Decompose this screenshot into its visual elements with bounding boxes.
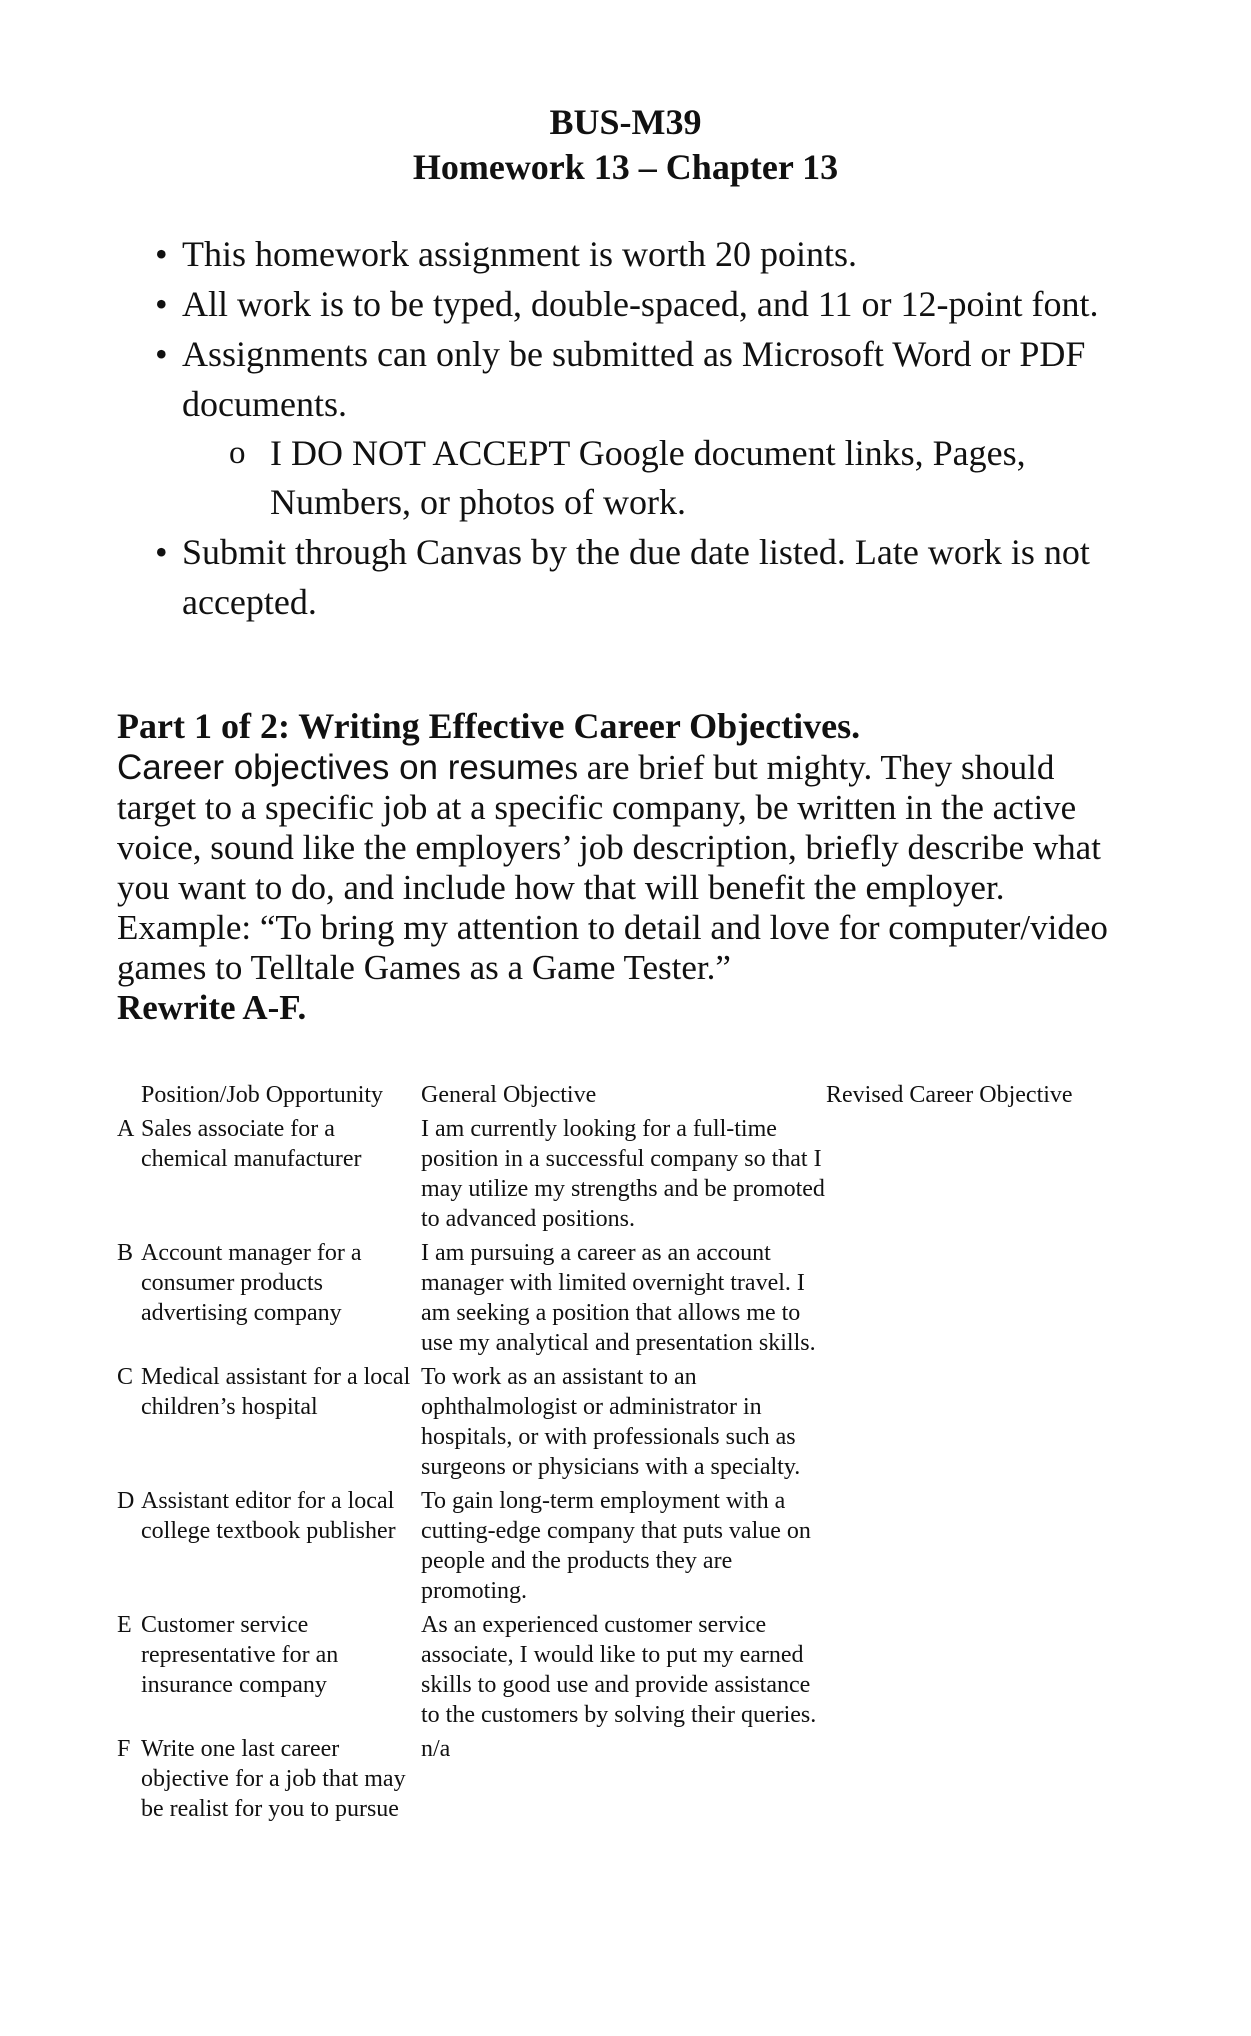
instruction-text: This homework assignment is worth 20 points. — [182, 234, 857, 274]
part-title: Part 1 of 2: Writing Effective Career Objectives. — [117, 706, 861, 746]
general-cell: n/a — [421, 1736, 451, 1762]
revised-cell[interactable] — [826, 1114, 1126, 1238]
sub-bullet-icon: o — [229, 435, 246, 471]
instruction-item — [155, 527, 1115, 627]
position-header: Position/Job Opportunity — [141, 1082, 384, 1108]
bullet-icon: • — [155, 284, 168, 324]
general-header: General Objective — [421, 1082, 597, 1108]
revised-cell[interactable] — [826, 1610, 1126, 1734]
general-cell: To work as an assistant to an ophthalmologist or administrator in hospitals, or with professionals such as surgeons or physicians with a specialty. — [421, 1364, 801, 1480]
instructions-list — [155, 229, 1115, 627]
row-letter: E — [117, 1612, 132, 1638]
instruction-item — [155, 329, 1115, 429]
instruction-sub-item — [155, 429, 1115, 527]
instruction-item — [155, 279, 1115, 329]
position-cell: Assistant editor for a local college textbook publisher — [141, 1488, 396, 1544]
assignment-title: Homework 13 – Chapter 13 — [412, 147, 839, 187]
bullet-icon: • — [155, 234, 168, 274]
table-row — [117, 1486, 1126, 1610]
instruction-text: Submit through Canvas by the due date listed. Late work is not accepted. — [182, 532, 1090, 622]
general-cell: As an experienced customer service associate, I would like to put my earned skills to good use and provide assistance to the customers by solving their queries. — [421, 1612, 817, 1728]
intro-text: s are brief but mighty. They should target to a specific job at a specific company, be written in the active voice, sound like the employers’ job description, briefly describe what you want to do, and include how that will benefit the employer. Example: “To bring my attention to detail and love for computer/video games to Telltale Games as a Game Tester.” — [117, 748, 1108, 987]
general-cell: I am currently looking for a full-time position in a successful company so that I may utilize my strengths and be promoted to advanced positions. — [421, 1116, 825, 1232]
intro-sans-text: Career objectives on resume — [117, 748, 565, 787]
instruction-text: Assignments can only be submitted as Microsoft Word or PDF documents. — [182, 334, 1086, 424]
position-cell: Medical assistant for a local children’s hospital — [141, 1364, 411, 1420]
course-code: BUS-M39 — [549, 102, 702, 142]
table-row — [117, 1114, 1126, 1238]
table-header-cell — [117, 1080, 141, 1114]
revised-cell[interactable] — [826, 1238, 1126, 1362]
rewrite-instruction: Rewrite A-F. — [117, 988, 307, 1027]
row-letter: A — [117, 1116, 135, 1142]
general-cell: To gain long-term employment with a cutting-edge company that puts value on people and the products they are promoting. — [421, 1488, 811, 1604]
row-letter: F — [117, 1736, 131, 1762]
revised-header: Revised Career Objective — [826, 1082, 1073, 1108]
instruction-text: All work is to be typed, double-spaced, and 11 or 12-point font. — [182, 284, 1099, 324]
position-cell: Account manager for a consumer products advertising company — [141, 1240, 362, 1326]
position-cell: Customer service representative for an insurance company — [141, 1612, 339, 1698]
table-row — [117, 1734, 1126, 1828]
part-intro — [117, 748, 1117, 1028]
row-letter: B — [117, 1240, 134, 1266]
position-cell: Write one last career objective for a job that may be realist for you to pursue — [141, 1736, 406, 1822]
table-row — [117, 1610, 1126, 1734]
objectives-table — [117, 1080, 1126, 1828]
revised-cell[interactable] — [826, 1734, 1126, 1828]
position-cell: Sales associate for a chemical manufacturer — [141, 1116, 362, 1172]
row-letter: C — [117, 1364, 134, 1390]
revised-cell[interactable] — [826, 1486, 1126, 1610]
table-header-row — [117, 1080, 1126, 1114]
table-row — [117, 1238, 1126, 1362]
instruction-sub-text: I DO NOT ACCEPT Google document links, Pages, Numbers, or photos of work. — [270, 433, 1026, 522]
table-row — [117, 1362, 1126, 1486]
instruction-item — [155, 229, 1115, 279]
row-letter: D — [117, 1488, 135, 1514]
revised-cell[interactable] — [826, 1362, 1126, 1486]
bullet-icon: • — [155, 334, 168, 374]
general-cell: I am pursuing a career as an account manager with limited overnight travel. I am seeking a position that allows me to use my analytical and presentation skills. — [421, 1240, 816, 1356]
bullet-icon: • — [155, 532, 168, 572]
